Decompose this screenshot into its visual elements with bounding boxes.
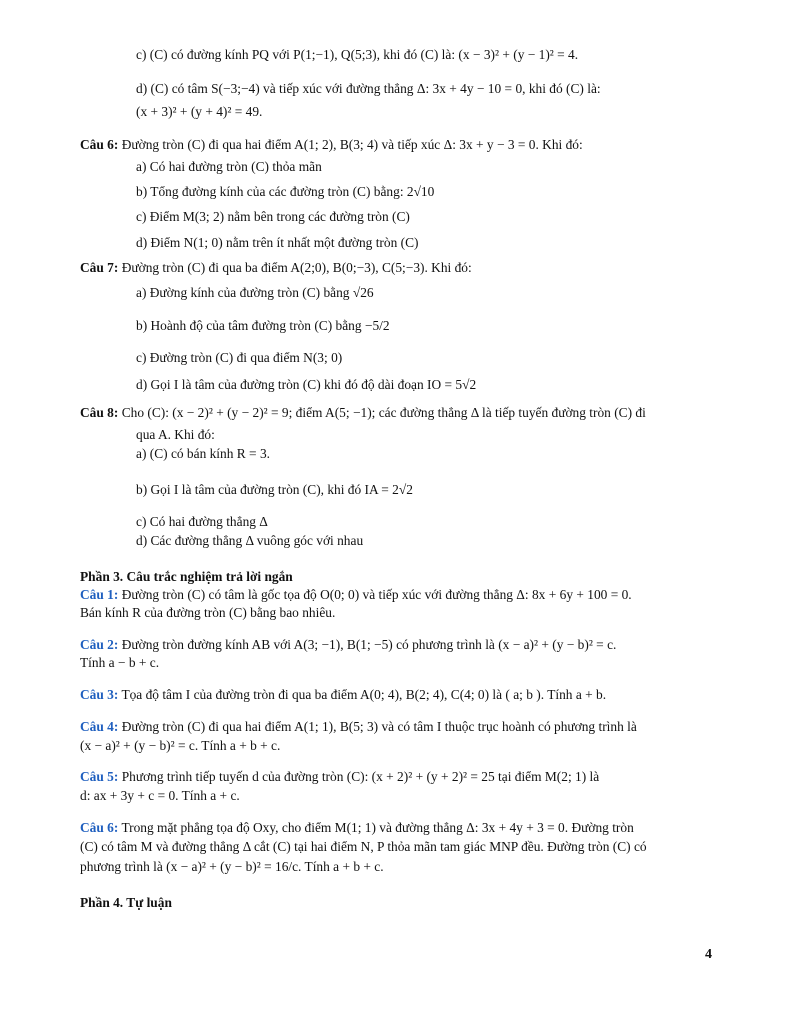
question-label: Câu 3: (80, 687, 119, 702)
question-8-cont: qua A. Khi đó: (136, 427, 215, 442)
p3-question-1-cont: Bán kính R của đường tròn (C) bằng bao nhiêu. (80, 605, 336, 620)
question-label: Câu 1: (80, 587, 119, 602)
p3-question-5 (80, 768, 599, 785)
q7-item-a: a) Đường kính của đường tròn (C) bằng √26 (136, 285, 374, 300)
question-label: Câu 7: (80, 260, 119, 275)
question-text: Đường tròn đường kính AB với A(3; −1), B(1; −5) có phương trình là (x − a)² + (y − b)² = c. (121, 637, 617, 652)
question-label: Câu 8: (80, 405, 119, 420)
p3-question-5-cont: d: ax + 3y + c = 0. Tính a + c. (80, 788, 240, 803)
q8-item-a: a) (C) có bán kính R = 3. (136, 446, 270, 461)
p3-question-4 (80, 718, 637, 735)
question-label: Câu 2: (80, 637, 119, 652)
question-label: Câu 5: (80, 769, 119, 784)
page-number: 4 (705, 947, 712, 962)
question-text: Đường tròn (C) có tâm là gốc tọa độ O(0; 0) và tiếp xúc với đường thẳng Δ: 8x + 6y + 100 = 0. (121, 587, 632, 602)
item-d-prev-cont: (x + 3)² + (y + 4)² = 49. (136, 104, 263, 119)
question-text: Đường tròn (C) đi qua hai điểm A(1; 1), B(5; 3) và có tâm I thuộc trục hoành có phương trình là (121, 719, 637, 734)
part3-heading: Phần 3. Câu trắc nghiệm trả lời ngắn (80, 569, 293, 584)
p3-question-6-cont-1: (C) có tâm M và đường thẳng Δ cắt (C) tại hai điểm N, P thỏa mãn tam giác MNP đều. Đường tròn (C) có (80, 839, 647, 854)
p3-question-3 (80, 686, 606, 703)
question-label: Câu 6: (80, 137, 119, 152)
q7-item-c: c) Đường tròn (C) đi qua điểm N(3; 0) (136, 350, 343, 365)
item-d-prev: d) (C) có tâm S(−3;−4) và tiếp xúc với đường thẳng Δ: 3x + 4y − 10 = 0, khi đó (C) là: (136, 81, 601, 96)
p3-question-1 (80, 586, 632, 603)
question-6 (80, 136, 583, 153)
question-text: Đường tròn (C) đi qua hai điểm A(1; 2), B(3; 4) và tiếp xúc Δ: 3x + y − 3 = 0. Khi đó: (121, 137, 583, 152)
q8-item-b: b) Gọi I là tâm của đường tròn (C), khi đó IA = 2√2 (136, 482, 413, 497)
q6-item-d: d) Điểm N(1; 0) nằm trên ít nhất một đường tròn (C) (136, 235, 419, 250)
q6-item-c: c) Điểm M(3; 2) nằm bên trong các đường tròn (C) (136, 209, 410, 224)
q8-item-c: c) Có hai đường thẳng Δ (136, 514, 268, 529)
question-text: Phương trình tiếp tuyến d của đường tròn (C): (x + 2)² + (y + 2)² = 25 tại điểm M(2; 1) là (121, 769, 600, 784)
item-c-prev: c) (C) có đường kính PQ với P(1;−1), Q(5;3), khi đó (C) là: (x − 3)² + (y − 1)² = 4. (136, 47, 579, 62)
question-label: Câu 6: (80, 820, 119, 835)
question-8 (80, 404, 646, 421)
p3-question-6-cont-2: phương trình là (x − a)² + (y − b)² = 16/c. Tính a + b + c. (80, 859, 384, 874)
question-text: Cho (C): (x − 2)² + (y − 2)² = 9; điểm A(5; −1); các đường thẳng Δ là tiếp tuyến đường tròn (C) đi (121, 405, 646, 420)
q6-item-a: a) Có hai đường tròn (C) thỏa mãn (136, 159, 322, 174)
question-text: Đường tròn (C) đi qua ba điểm A(2;0), B(0;−3), C(5;−3). Khi đó: (121, 260, 472, 275)
q7-item-b: b) Hoành độ của tâm đường tròn (C) bằng −5/2 (136, 318, 390, 333)
p3-question-2 (80, 636, 616, 653)
question-label: Câu 4: (80, 719, 119, 734)
question-7 (80, 259, 472, 276)
p3-question-2-cont: Tính a − b + c. (80, 655, 160, 670)
p3-question-6 (80, 819, 634, 836)
q6-item-b: b) Tổng đường kính của các đường tròn (C) bằng: 2√10 (136, 184, 435, 199)
part4-heading: Phần 4. Tự luận (80, 895, 172, 910)
question-text: Trong mặt phẳng tọa độ Oxy, cho điểm M(1; 1) và đường thẳng Δ: 3x + 4y + 3 = 0. Đường tròn (121, 820, 634, 835)
p3-question-4-cont: (x − a)² + (y − b)² = c. Tính a + b + c. (80, 738, 281, 753)
q7-item-d: d) Gọi I là tâm của đường tròn (C) khi đó độ dài đoạn IO = 5√2 (136, 377, 477, 392)
q8-item-d: d) Các đường thẳng Δ vuông góc với nhau (136, 533, 364, 548)
question-text: Tọa độ tâm I của đường tròn đi qua ba điểm A(0; 4), B(2; 4), C(4; 0) là ( a; b ). Tính a + b. (121, 687, 607, 702)
